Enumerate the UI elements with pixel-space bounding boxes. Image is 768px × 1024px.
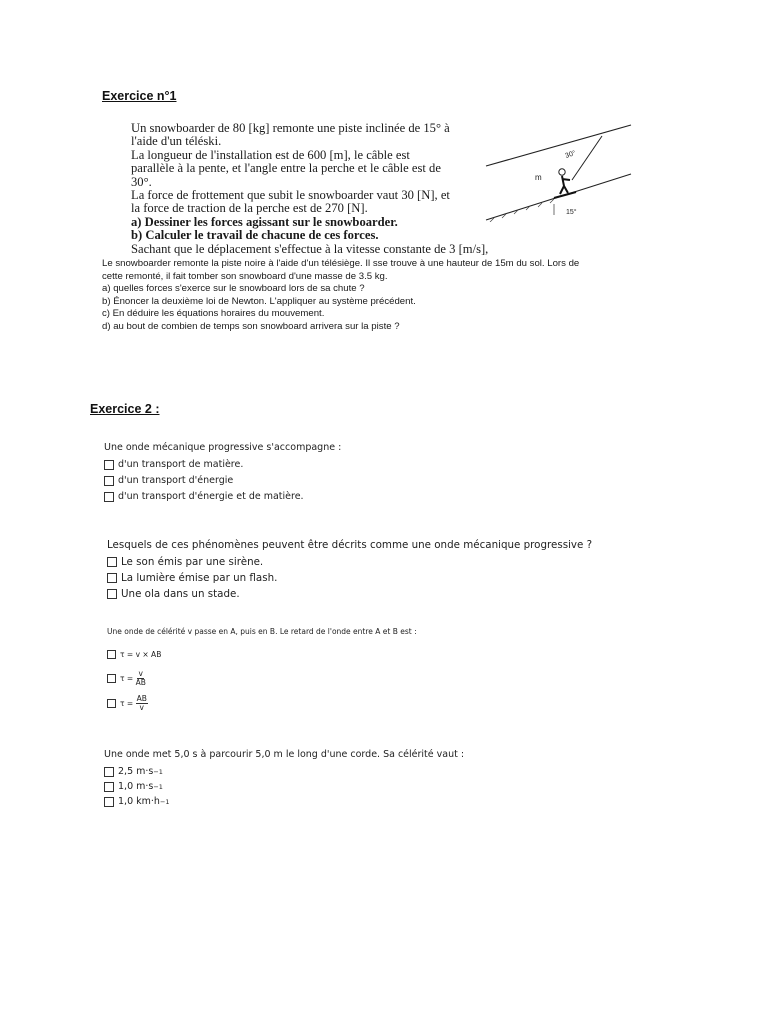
checkbox[interactable] [107, 699, 116, 708]
q3-question: Une onde de célérité v passe en A, puis en B. Le retard de l'onde entre A et B est : [107, 627, 417, 636]
question-c: c) En déduire les équations horaires du mouvement. [102, 308, 325, 320]
q1-option-1[interactable]: d'un transport de matière. [104, 459, 341, 470]
q3-block [107, 627, 417, 712]
angle-30-label: 30° [564, 149, 577, 160]
statement-line-b: b) Calculer le travail de chacune de ces forces. [131, 228, 379, 243]
head-icon [559, 169, 565, 175]
q2-option-2[interactable]: La lumière émise par un flash. [107, 572, 592, 584]
statement-line: l'aide d'un téléski. [131, 134, 222, 149]
text-line: Le snowboarder remonte la piste noire à l'aide d'un télésiège. Il sse trouve à une hauteur de 15m du sol. Lors de [102, 258, 580, 269]
slope-hatching [490, 199, 554, 222]
q3-option-3[interactable]: τ = $\frac{AB}{v}$ [107, 695, 417, 712]
checkbox[interactable] [104, 797, 114, 807]
fraction: $\frac{AB}{v}$ [136, 694, 147, 712]
q1-option-3[interactable]: d'un transport d'énergie et de matière. [104, 491, 341, 502]
checkbox[interactable] [107, 674, 116, 683]
exercise-1-part-2 [102, 258, 662, 334]
checkbox[interactable] [107, 589, 117, 599]
checkbox[interactable] [104, 492, 114, 502]
q1-option-2[interactable]: d'un transport d'énergie [104, 475, 341, 486]
checkbox[interactable] [107, 650, 116, 659]
checkbox[interactable] [104, 767, 114, 777]
q4-option-3[interactable]: 1,0 km·h −1 [104, 796, 464, 807]
fraction: $\frac{v}{AB}$ [135, 669, 146, 687]
statement-line: La force de frottement que subit le snowboarder vaut 30 [N], et [131, 188, 450, 203]
statement-line: 30°. [131, 174, 152, 189]
checkbox[interactable] [107, 557, 117, 567]
cable-line [486, 125, 631, 166]
statement-line: Sachant que le déplacement s'effectue à la vitesse constante de 3 [m/s], [131, 241, 489, 256]
q4-block [104, 749, 464, 807]
q2-option-3[interactable]: Une ola dans un stade. [107, 588, 592, 600]
statement-line: La longueur de l'installation est de 600 [m], le câble est [131, 147, 410, 162]
question-d: d) au bout de combien de temps son snowboard arrivera sur la piste ? [102, 320, 400, 332]
checkbox[interactable] [104, 460, 114, 470]
statement-line: la force de traction de la perche est de 270 [N]. [131, 201, 368, 216]
exercise-1-statement [131, 121, 489, 256]
q3-option-1[interactable]: τ = v × AB [107, 650, 417, 659]
q4-question: Une onde met 5,0 s à parcourir 5,0 m le long d'une corde. Sa célérité vaut : [104, 749, 465, 760]
question-b: b) Énoncer la deuxième loi de Newton. L'appliquer au système précédent. [102, 295, 416, 307]
q4-option-1[interactable]: 2,5 m·s −1 [104, 766, 464, 777]
q2-question: Lesquels de ces phénomènes peuvent être décrits comme une onde mécanique progressive ? [107, 539, 593, 551]
checkbox[interactable] [104, 476, 114, 486]
text-line: cette remonté, il fait tomber son snowboard d'une masse de 3.5 kg. [102, 270, 388, 282]
q2-option-1[interactable]: Le son émis par une sirène. [107, 556, 592, 568]
exercise-2-title: Exercice 2 : [90, 402, 160, 416]
checkbox[interactable] [107, 573, 117, 583]
incline-diagram [484, 122, 634, 222]
exercise-1-title: Exercice n°1 [102, 89, 177, 103]
q2-block [107, 539, 592, 600]
q4-option-2[interactable]: 1,0 m·s −1 [104, 781, 464, 792]
q1-question: Une onde mécanique progressive s'accompagne : [104, 442, 342, 453]
q3-option-2[interactable]: τ = $\frac{v}{AB}$ [107, 670, 417, 687]
statement-line: parallèle à la pente, et l'angle entre la perche et le câble est de [131, 161, 441, 176]
mass-label: m [535, 173, 542, 182]
statement-line-a: a) Dessiner les forces agissant sur le snowboarder. [131, 214, 398, 229]
snowboarder-icon [560, 176, 570, 194]
q1-block [104, 442, 341, 502]
board-icon [554, 192, 576, 198]
question-a: a) quelles forces s'exerce sur le snowboard lors de sa chute ? [102, 283, 365, 295]
pole-line [572, 136, 602, 180]
checkbox[interactable] [104, 782, 114, 792]
angle-15-label: 15° [566, 209, 577, 216]
statement-line: Un snowboarder de 80 [kg] remonte une piste inclinée de 15° à [131, 121, 450, 135]
